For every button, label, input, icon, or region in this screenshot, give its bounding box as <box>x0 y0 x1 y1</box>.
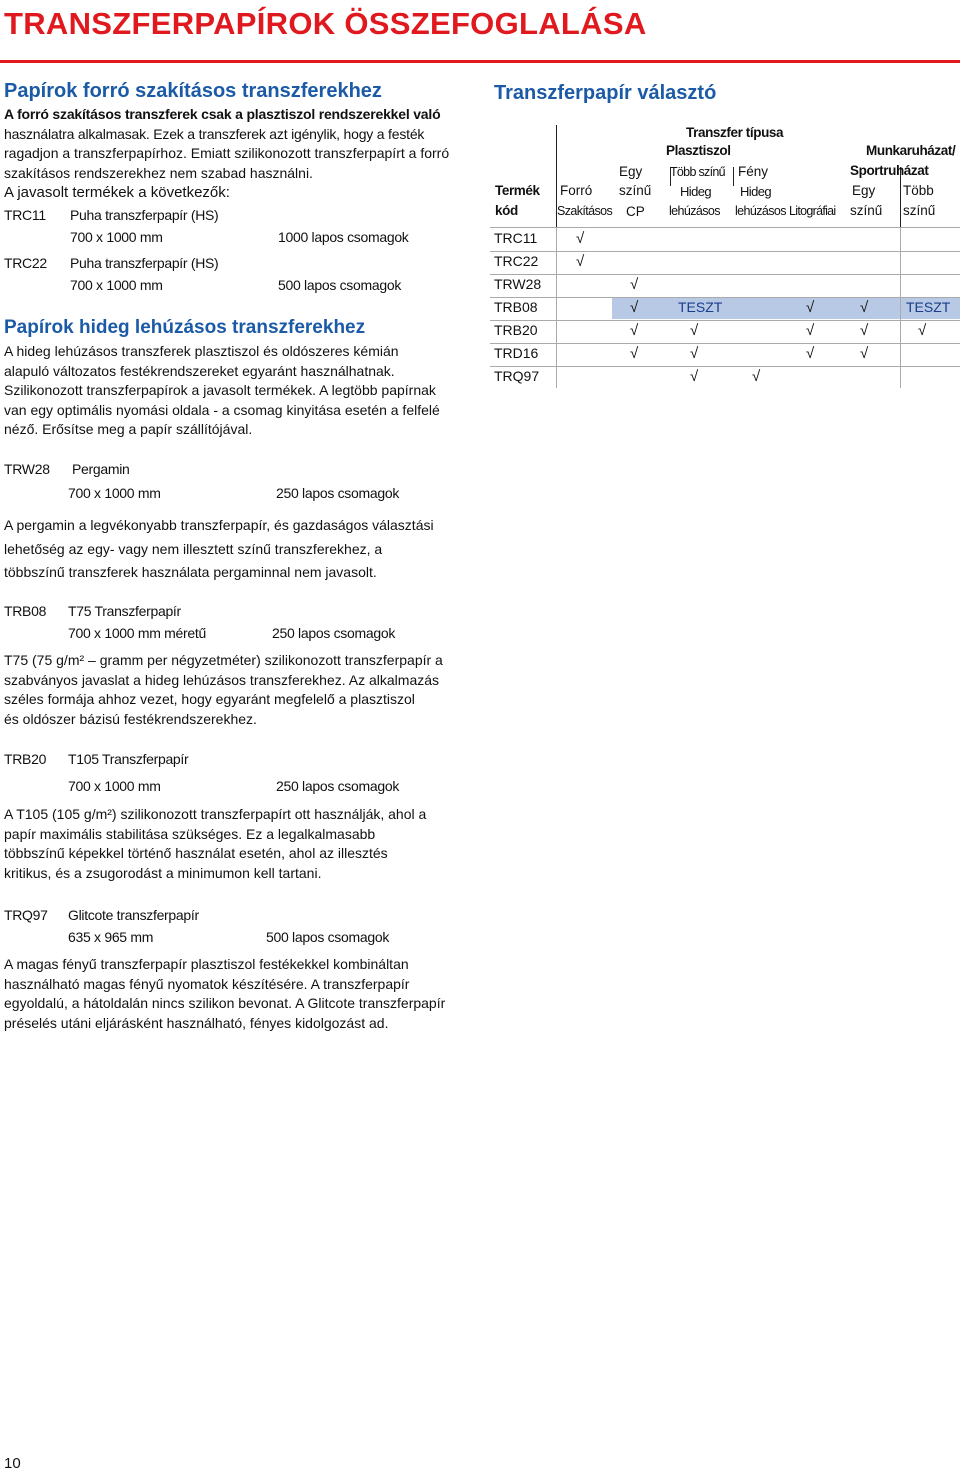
grid-line <box>490 297 960 298</box>
column-header: Szakításos <box>557 204 613 218</box>
column-header: Litográfiai <box>789 204 836 218</box>
desc-line: többszínű képekkel történő használat esetén, ahol az illesztés <box>4 845 388 861</box>
desc-line: szabványos javaslat a hideg lehúzásos transzferekhez. Az alkalmazás <box>4 671 440 688</box>
grid-line <box>490 227 960 228</box>
desc-line: préselés utáni eljárásként használható, fényes kidolgozást ad. <box>4 1014 389 1031</box>
test-label: TESZT <box>678 299 723 315</box>
hot-line: használatra alkalmasak. Ezek a transzferek azt igénylik, hogy a festék <box>4 125 425 142</box>
cold-line: Szilikonozott transzferpapírok a javasolt termékek. A legtöbb papírnak <box>4 382 436 398</box>
page-number: 10 <box>4 1455 21 1472</box>
group-title: Plasztiszol <box>666 143 731 158</box>
selector-heading: Transzferpapír választó <box>494 82 717 104</box>
column-header: Fény <box>738 164 769 179</box>
grid-line <box>490 274 960 275</box>
desc-line: kritikus, és a zsugorodást a minimumon kell tartani. <box>4 864 322 881</box>
desc-line: széles formája ahhoz vezet, hogy egyaránt megfelelő a plasztiszol <box>4 691 415 707</box>
desc-line: többszínű transzferek használata pergaminnal nem javasolt. <box>4 564 377 580</box>
page-title: TRANSZFERPAPÍROK ÖSSZEFOGLALÁSA <box>4 6 647 41</box>
check-mark-icon: √ <box>576 230 585 247</box>
cold-line: néző. Erősítse meg a papír szállítójával. <box>4 421 253 437</box>
selector-table <box>490 125 960 385</box>
product-name: T75 Transzferpapír <box>68 603 181 619</box>
product-code: TRB08 <box>4 603 47 619</box>
product-code: TRQ97 <box>4 907 48 923</box>
product-code: TRW28 <box>4 461 50 477</box>
column-header: lehúzásos <box>669 204 720 218</box>
group-title: Transzfer típusa <box>686 125 784 140</box>
column-header: Egy <box>619 164 643 179</box>
check-mark-icon: √ <box>690 368 699 385</box>
product-name: Puha transzferpapír (HS) <box>70 255 219 271</box>
product-pack: 500 lapos csomagok <box>266 929 390 945</box>
product-pack: 250 lapos csomagok <box>276 485 400 501</box>
column-header: színű <box>850 203 883 218</box>
check-mark-icon: √ <box>630 299 639 316</box>
column-header: Több színű <box>670 165 725 179</box>
product-name: Pergamin <box>72 461 130 477</box>
table-row-code: TRB20 <box>494 322 538 338</box>
check-mark-icon: √ <box>630 345 639 362</box>
column-header: színű <box>619 183 652 198</box>
product-size: 700 x 1000 mm <box>68 485 161 501</box>
test-label: TESZT <box>906 299 951 315</box>
grid-line <box>490 251 960 252</box>
hot-peel-heading: Papírok forró szakításos transzferekhez <box>4 80 382 102</box>
product-size: 635 x 965 mm <box>68 929 154 945</box>
column-header: Hideg <box>680 184 711 199</box>
desc-line: T75 (75 g/m² – gramm per négyzetméter) szilikonozott transzferpapír a <box>4 652 443 668</box>
check-mark-icon: √ <box>630 276 639 293</box>
grid-line <box>490 320 960 321</box>
desc-line: papír maximális stabilitása szükséges. Ez a legalkalmasabb <box>4 825 376 842</box>
column-header: Egy <box>852 183 876 198</box>
column-header: Több <box>903 183 934 198</box>
desc-line: A T105 (105 g/m²) szilikonozott transzferpapírt ott használják, ahol a <box>4 806 427 822</box>
check-mark-icon: √ <box>860 322 869 339</box>
cold-peel-heading: Papírok hideg lehúzásos transzferekhez <box>4 317 366 338</box>
check-mark-icon: √ <box>752 368 761 385</box>
cold-line: A hideg lehúzásos transzferek plasztiszol és oldószeres kémián <box>4 343 399 359</box>
hot-peel-text <box>4 105 459 183</box>
column-header: Forró <box>560 183 593 198</box>
product-code: TRC22 <box>4 255 47 271</box>
column-header: CP <box>626 204 645 219</box>
check-mark-icon: √ <box>630 322 639 339</box>
check-mark-icon: √ <box>860 299 869 316</box>
column-header: Termék <box>495 183 540 198</box>
product-pack: 500 lapos csomagok <box>278 277 402 293</box>
product-desc <box>4 955 459 1033</box>
product-size: 700 x 1000 mm <box>70 229 163 245</box>
table-row-code: TRC22 <box>494 253 539 269</box>
product-code: TRB20 <box>4 751 47 767</box>
check-mark-icon: √ <box>576 253 585 270</box>
check-mark-icon: √ <box>690 322 699 339</box>
highlight-cell <box>612 297 900 319</box>
product-size: 700 x 1000 mm <box>68 778 161 794</box>
product-pack: 1000 lapos csomagok <box>278 229 409 245</box>
cold-peel-text <box>4 342 459 440</box>
table-row-code: TRW28 <box>494 276 542 292</box>
product-desc <box>4 805 459 883</box>
check-mark-icon: √ <box>806 299 815 316</box>
column-header: színű <box>903 203 936 218</box>
column-header: kód <box>495 203 518 218</box>
product-pack: 250 lapos csomagok <box>272 625 396 641</box>
table-row-code: TRC11 <box>494 230 538 246</box>
table-row-code: TRQ97 <box>494 368 540 384</box>
grid-line <box>490 366 960 367</box>
desc-line: lehetőség az egy- vagy nem illesztett színű transzferekhez, a <box>4 540 383 557</box>
product-code: TRC11 <box>4 207 46 223</box>
hot-line: szakításos rendszerekhez nem szabad használni. <box>4 164 313 181</box>
table-row-code: TRD16 <box>494 345 539 361</box>
check-mark-icon: √ <box>918 322 927 339</box>
desc-line: A magas fényű transzferpapír plasztiszol festékekkel kombináltan <box>4 956 409 972</box>
desc-line: egyoldalú, a hátoldalán nincs szilikon bevonat. A Glitcote transzferpapír <box>4 995 446 1011</box>
hot-line: ragadjon a transzferpapírhoz. Emiatt szilikonozott transzferpapírt a forró <box>4 145 450 161</box>
check-mark-icon: √ <box>690 345 699 362</box>
hot-line: A forró szakításos transzferek csak a plasztiszol rendszerekkel való <box>4 106 441 122</box>
product-name: T105 Transzferpapír <box>68 751 189 767</box>
desc-line: A pergamin a legvékonyabb transzferpapír, és gazdaságos választási <box>4 517 434 533</box>
recommended-label: A javasolt termékek a következők: <box>4 184 230 201</box>
group-title: Munkaruházat/ <box>866 143 956 158</box>
group-title: Sportruházat <box>850 163 929 178</box>
check-mark-icon: √ <box>806 322 815 339</box>
desc-line: használható magas fényű nyomatok készítésére. A transzferpapír <box>4 975 410 992</box>
check-mark-icon: √ <box>860 345 869 362</box>
title-rule <box>0 60 960 63</box>
grid-line <box>490 343 960 344</box>
product-pack: 250 lapos csomagok <box>276 778 400 794</box>
table-row-code: TRB08 <box>494 299 538 315</box>
desc-line: és oldószer bázisú festékrendszerekhez. <box>4 710 257 727</box>
column-divider <box>733 167 734 186</box>
product-name: Glitcote transzferpapír <box>68 907 199 923</box>
product-size: 700 x 1000 mm méretű <box>68 625 206 641</box>
product-name: Puha transzferpapír (HS) <box>70 207 219 223</box>
product-desc <box>4 514 459 585</box>
column-header: lehúzásos <box>735 204 786 218</box>
cold-line: van egy optimális nyomási oldala - a csomag kinyitása esetén a felfelé <box>4 401 440 418</box>
cold-line: alapuló változatos festékrendszereket egyaránt használhatnak. <box>4 362 395 379</box>
check-mark-icon: √ <box>806 345 815 362</box>
product-desc <box>4 651 459 729</box>
column-header: Hideg <box>740 184 771 199</box>
product-size: 700 x 1000 mm <box>70 277 163 293</box>
